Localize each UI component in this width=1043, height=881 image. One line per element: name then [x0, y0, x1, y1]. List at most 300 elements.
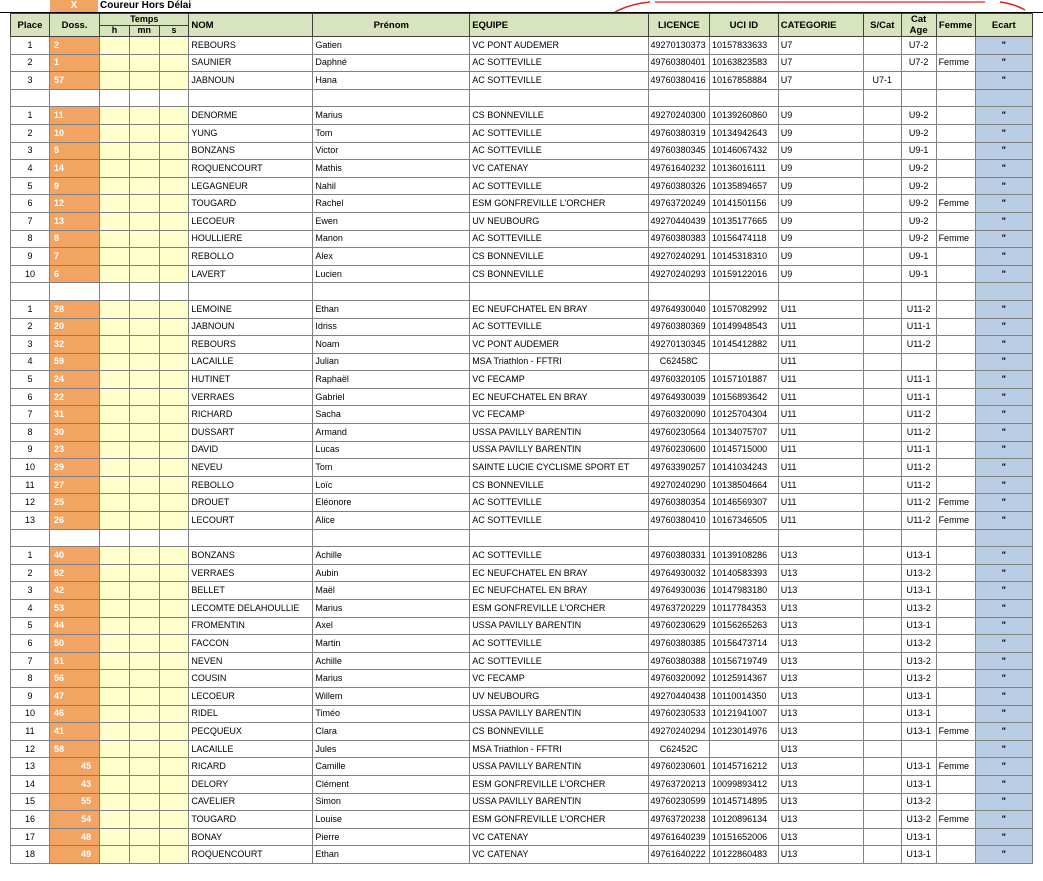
- cell-femme: [936, 476, 975, 494]
- cell-categorie: U13: [778, 670, 863, 688]
- cell-licence: 49761640222: [648, 846, 710, 864]
- cell-ecart: ": [975, 142, 1033, 160]
- cell-time-mn: [129, 723, 159, 741]
- cell-equipe: VC FECAMP: [470, 406, 648, 424]
- cell-place: 4: [11, 353, 50, 371]
- cell-time-mn: [129, 512, 159, 530]
- cell-scat: [863, 758, 901, 776]
- cell-catage: U13-1: [901, 547, 936, 565]
- cell-time-s: [159, 388, 189, 406]
- cell-time-h: [100, 441, 130, 459]
- cell-scat: [863, 564, 901, 582]
- cell-uci: 10120896134: [710, 811, 779, 829]
- group-separator-row: [11, 283, 1033, 301]
- separator-cell: [100, 89, 130, 107]
- cell-uci: 10149948543: [710, 318, 779, 336]
- cell-categorie: U11: [778, 388, 863, 406]
- cell-equipe: VC CATENAY: [470, 828, 648, 846]
- separator-cell: [129, 283, 159, 301]
- cell-time-mn: [129, 670, 159, 688]
- cell-ecart: ": [975, 652, 1033, 670]
- cell-doss: 50: [49, 635, 99, 653]
- cell-place: 6: [11, 195, 50, 213]
- cell-place: 8: [11, 424, 50, 442]
- cell-prenom: Tom: [313, 459, 470, 477]
- cell-time-s: [159, 828, 189, 846]
- cell-femme: [936, 635, 975, 653]
- cell-equipe: VC PONT AUDEMER: [470, 336, 648, 354]
- cell-scat: [863, 600, 901, 618]
- cell-prenom: Loïc: [313, 476, 470, 494]
- cell-catage: U13-1: [901, 617, 936, 635]
- cell-time-s: [159, 177, 189, 195]
- cell-catage: U11-2: [901, 336, 936, 354]
- cell-time-h: [100, 828, 130, 846]
- cell-doss: 10: [49, 124, 99, 142]
- cell-scat: [863, 705, 901, 723]
- cell-ecart: ": [975, 265, 1033, 283]
- cell-time-h: [100, 652, 130, 670]
- cell-time-h: [100, 670, 130, 688]
- legend-bar: [0, 0, 1043, 13]
- cell-uci: 10157833633: [710, 37, 779, 55]
- cell-ecart: ": [975, 635, 1033, 653]
- cell-place: 11: [11, 476, 50, 494]
- cell-categorie: U13: [778, 635, 863, 653]
- table-row: [11, 371, 1033, 389]
- separator-cell: [778, 283, 863, 301]
- cell-scat: [863, 547, 901, 565]
- cell-catage: U13-1: [901, 687, 936, 705]
- cell-licence: 49270240294: [648, 723, 710, 741]
- cell-prenom: Marius: [313, 670, 470, 688]
- cell-catage: U9-1: [901, 265, 936, 283]
- cell-licence: 49760380385: [648, 635, 710, 653]
- cell-uci: 10134075707: [710, 424, 779, 442]
- cell-catage: U9-1: [901, 142, 936, 160]
- cell-uci: 10167346505: [710, 512, 779, 530]
- cell-ecart: ": [975, 371, 1033, 389]
- cell-categorie: U13: [778, 600, 863, 618]
- cell-nom: BONZANS: [189, 142, 313, 160]
- cell-catage: U9-1: [901, 248, 936, 266]
- cell-place: 12: [11, 740, 50, 758]
- table-row: [11, 793, 1033, 811]
- cell-nom: PECQUEUX: [189, 723, 313, 741]
- cell-place: 3: [11, 582, 50, 600]
- cell-prenom: Gabriel: [313, 388, 470, 406]
- cell-equipe: CS BONNEVILLE: [470, 476, 648, 494]
- cell-time-h: [100, 107, 130, 125]
- cell-ecart: ": [975, 37, 1033, 55]
- cell-nom: REBOLLO: [189, 248, 313, 266]
- cell-time-h: [100, 318, 130, 336]
- cell-femme: [936, 265, 975, 283]
- cell-equipe: AC SOTTEVILLE: [470, 177, 648, 195]
- cell-equipe: EC NEUFCHATEL EN BRAY: [470, 300, 648, 318]
- cell-catage: U13-2: [901, 564, 936, 582]
- cell-place: 6: [11, 388, 50, 406]
- separator-cell: [159, 283, 189, 301]
- cell-time-s: [159, 846, 189, 864]
- cell-prenom: Marius: [313, 107, 470, 125]
- cell-time-mn: [129, 459, 159, 477]
- cell-time-s: [159, 265, 189, 283]
- table-row: [11, 195, 1033, 213]
- cell-categorie: U11: [778, 512, 863, 530]
- cell-licence: 49760380326: [648, 177, 710, 195]
- cell-scat: [863, 828, 901, 846]
- table-row: [11, 828, 1033, 846]
- cell-uci: 10163823583: [710, 54, 779, 72]
- cell-prenom: Timéo: [313, 705, 470, 723]
- cell-ecart: ": [975, 582, 1033, 600]
- cell-licence: 49760230564: [648, 424, 710, 442]
- cell-licence: 49764930036: [648, 582, 710, 600]
- cell-categorie: U11: [778, 406, 863, 424]
- cell-femme: [936, 388, 975, 406]
- legend-marker: X: [50, 0, 98, 12]
- cell-doss: 48: [49, 828, 99, 846]
- table-row: [11, 248, 1033, 266]
- separator-cell: [936, 283, 975, 301]
- cell-nom: LECOURT: [189, 512, 313, 530]
- cell-licence: 49760230533: [648, 705, 710, 723]
- cell-time-mn: [129, 740, 159, 758]
- cell-time-h: [100, 300, 130, 318]
- cell-time-s: [159, 740, 189, 758]
- cell-time-h: [100, 230, 130, 248]
- cell-doss: 6: [49, 265, 99, 283]
- cell-prenom: Jules: [313, 740, 470, 758]
- cell-catage: U11-1: [901, 388, 936, 406]
- cell-ecart: ": [975, 160, 1033, 178]
- cell-prenom: Louise: [313, 811, 470, 829]
- separator-cell: [159, 529, 189, 547]
- cell-catage: [901, 353, 936, 371]
- cell-equipe: VC PONT AUDEMER: [470, 37, 648, 55]
- cell-time-h: [100, 124, 130, 142]
- cell-prenom: Camille: [313, 758, 470, 776]
- table-row: [11, 406, 1033, 424]
- cell-time-mn: [129, 424, 159, 442]
- cell-femme: [936, 687, 975, 705]
- cell-uci: 10139108286: [710, 547, 779, 565]
- cell-ecart: ": [975, 388, 1033, 406]
- cell-doss: 5: [49, 142, 99, 160]
- table-row: [11, 811, 1033, 829]
- table-row: [11, 160, 1033, 178]
- cell-equipe: USSA PAVILLY BARENTIN: [470, 441, 648, 459]
- cell-nom: BONZANS: [189, 547, 313, 565]
- cell-femme: [936, 318, 975, 336]
- cell-time-h: [100, 494, 130, 512]
- cell-licence: 49760230601: [648, 758, 710, 776]
- cell-place: 18: [11, 846, 50, 864]
- cell-categorie: U9: [778, 160, 863, 178]
- cell-nom: SAUNIER: [189, 54, 313, 72]
- cell-scat: [863, 248, 901, 266]
- cell-ecart: ": [975, 459, 1033, 477]
- separator-cell: [863, 529, 901, 547]
- cell-femme: [936, 107, 975, 125]
- cell-categorie: U9: [778, 142, 863, 160]
- cell-femme: [936, 37, 975, 55]
- cell-femme: [936, 441, 975, 459]
- cell-categorie: U13: [778, 652, 863, 670]
- cell-prenom: Ethan: [313, 846, 470, 864]
- cell-ecart: ": [975, 177, 1033, 195]
- cell-time-mn: [129, 705, 159, 723]
- cell-doss: 14: [49, 160, 99, 178]
- cell-femme: Femme: [936, 230, 975, 248]
- cell-uci: 10156719749: [710, 652, 779, 670]
- cell-time-s: [159, 212, 189, 230]
- cell-licence: 49760380416: [648, 72, 710, 90]
- table-row: [11, 705, 1033, 723]
- cell-equipe: USSA PAVILLY BARENTIN: [470, 705, 648, 723]
- cell-time-mn: [129, 318, 159, 336]
- cell-catage: U13-2: [901, 635, 936, 653]
- cell-prenom: Manon: [313, 230, 470, 248]
- cell-nom: FROMENTIN: [189, 617, 313, 635]
- cell-scat: [863, 107, 901, 125]
- cell-equipe: AC SOTTEVILLE: [470, 494, 648, 512]
- results-table: [10, 13, 1033, 864]
- table-row: [11, 37, 1033, 55]
- cell-time-h: [100, 142, 130, 160]
- cell-uci: 10123014976: [710, 723, 779, 741]
- table-row: [11, 846, 1033, 864]
- cell-nom: LACAILLE: [189, 353, 313, 371]
- cell-doss: 42: [49, 582, 99, 600]
- cell-place: 7: [11, 406, 50, 424]
- cell-ecart: ": [975, 476, 1033, 494]
- cell-time-s: [159, 142, 189, 160]
- cell-femme: [936, 582, 975, 600]
- cell-place: 11: [11, 723, 50, 741]
- cell-uci: 10156265263: [710, 617, 779, 635]
- table-row: [11, 300, 1033, 318]
- header-mn: mn: [129, 25, 159, 37]
- cell-uci: 10159122016: [710, 265, 779, 283]
- cell-scat: [863, 723, 901, 741]
- cell-time-mn: [129, 248, 159, 266]
- cell-doss: 41: [49, 723, 99, 741]
- cell-time-h: [100, 512, 130, 530]
- cell-uci: 10099893412: [710, 775, 779, 793]
- cell-nom: JABNOUN: [189, 318, 313, 336]
- separator-cell: [49, 529, 99, 547]
- cell-nom: LECOMTE DELAHOULLIE: [189, 600, 313, 618]
- cell-time-mn: [129, 775, 159, 793]
- cell-prenom: Willem: [313, 687, 470, 705]
- cell-catage: U11-2: [901, 406, 936, 424]
- cell-time-mn: [129, 441, 159, 459]
- cell-ecart: ": [975, 54, 1033, 72]
- cell-categorie: U13: [778, 828, 863, 846]
- cell-scat: [863, 195, 901, 213]
- cell-scat: [863, 424, 901, 442]
- cell-scat: [863, 670, 901, 688]
- table-row: [11, 652, 1033, 670]
- cell-uci: 10125704304: [710, 406, 779, 424]
- cell-scat: [863, 652, 901, 670]
- cell-time-s: [159, 441, 189, 459]
- cell-ecart: ": [975, 670, 1033, 688]
- cell-time-mn: [129, 564, 159, 582]
- cell-time-s: [159, 406, 189, 424]
- cell-nom: ROQUENCOURT: [189, 160, 313, 178]
- cell-time-mn: [129, 230, 159, 248]
- cell-equipe: VC CATENAY: [470, 160, 648, 178]
- cell-femme: [936, 124, 975, 142]
- cell-equipe: EC NEUFCHATEL EN BRAY: [470, 564, 648, 582]
- cell-doss: 12: [49, 195, 99, 213]
- cell-time-s: [159, 124, 189, 142]
- cell-prenom: Gatien: [313, 37, 470, 55]
- group-separator-row: [11, 89, 1033, 107]
- cell-scat: [863, 406, 901, 424]
- cell-doss: 45: [49, 758, 99, 776]
- cell-equipe: ESM GONFREVILLE L'ORCHER: [470, 600, 648, 618]
- cell-time-h: [100, 54, 130, 72]
- cell-time-s: [159, 617, 189, 635]
- table-row: [11, 758, 1033, 776]
- cell-categorie: U7: [778, 54, 863, 72]
- cell-ecart: ": [975, 441, 1033, 459]
- cell-time-mn: [129, 160, 159, 178]
- cell-place: 13: [11, 512, 50, 530]
- cell-time-s: [159, 635, 189, 653]
- table-row: [11, 617, 1033, 635]
- cell-scat: [863, 124, 901, 142]
- cell-time-mn: [129, 72, 159, 90]
- cell-place: 13: [11, 758, 50, 776]
- cell-time-mn: [129, 600, 159, 618]
- cell-time-mn: [129, 828, 159, 846]
- cell-uci: 10157082992: [710, 300, 779, 318]
- cell-nom: ROQUENCOURT: [189, 846, 313, 864]
- cell-nom: LAVERT: [189, 265, 313, 283]
- cell-uci: 10145716212: [710, 758, 779, 776]
- cell-categorie: U13: [778, 617, 863, 635]
- header-scat: S/Cat: [863, 14, 901, 37]
- cell-licence: 49760320092: [648, 670, 710, 688]
- cell-licence: 49760380354: [648, 494, 710, 512]
- cell-time-h: [100, 406, 130, 424]
- cell-scat: [863, 142, 901, 160]
- separator-cell: [189, 529, 313, 547]
- cell-time-h: [100, 635, 130, 653]
- separator-cell: [313, 89, 470, 107]
- table-row: [11, 512, 1033, 530]
- cell-nom: COUSIN: [189, 670, 313, 688]
- cell-femme: Femme: [936, 195, 975, 213]
- cell-uci: 10145715000: [710, 441, 779, 459]
- cell-uci: 10151652006: [710, 828, 779, 846]
- cell-prenom: Clara: [313, 723, 470, 741]
- cell-prenom: Ethan: [313, 300, 470, 318]
- cell-nom: LACAILLE: [189, 740, 313, 758]
- cell-equipe: VC FECAMP: [470, 371, 648, 389]
- cell-place: 2: [11, 564, 50, 582]
- cell-time-s: [159, 336, 189, 354]
- cell-time-s: [159, 353, 189, 371]
- cell-doss: 9: [49, 177, 99, 195]
- cell-doss: 30: [49, 424, 99, 442]
- cell-equipe: ESM GONFREVILLE L'ORCHER: [470, 811, 648, 829]
- cell-licence: C62458C: [648, 353, 710, 371]
- cell-catage: U9-2: [901, 107, 936, 125]
- cell-femme: [936, 775, 975, 793]
- cell-place: 3: [11, 72, 50, 90]
- cell-femme: [936, 336, 975, 354]
- header-nom: NOM: [189, 14, 313, 37]
- cell-femme: [936, 564, 975, 582]
- cell-time-h: [100, 424, 130, 442]
- cell-scat: [863, 177, 901, 195]
- cell-licence: 49760380388: [648, 652, 710, 670]
- cell-uci: 10146569307: [710, 494, 779, 512]
- cell-uci: 10135177665: [710, 212, 779, 230]
- cell-time-s: [159, 371, 189, 389]
- cell-categorie: U13: [778, 740, 863, 758]
- cell-time-s: [159, 476, 189, 494]
- cell-place: 1: [11, 107, 50, 125]
- cell-femme: Femme: [936, 494, 975, 512]
- cell-equipe: AC SOTTEVILLE: [470, 142, 648, 160]
- cell-licence: 49270240290: [648, 476, 710, 494]
- cell-catage: U11-2: [901, 476, 936, 494]
- cell-uci: 10125914367: [710, 670, 779, 688]
- table-row: [11, 476, 1033, 494]
- cell-equipe: CS BONNEVILLE: [470, 107, 648, 125]
- cell-time-mn: [129, 37, 159, 55]
- cell-time-mn: [129, 617, 159, 635]
- table-row: [11, 582, 1033, 600]
- separator-cell: [313, 283, 470, 301]
- cell-licence: 49763720213: [648, 775, 710, 793]
- table-row: [11, 459, 1033, 477]
- cell-catage: U13-1: [901, 582, 936, 600]
- cell-licence: 49760380369: [648, 318, 710, 336]
- header-prenom: Prénom: [313, 14, 470, 37]
- cell-time-mn: [129, 846, 159, 864]
- cell-equipe: USSA PAVILLY BARENTIN: [470, 424, 648, 442]
- cell-uci: 10146067432: [710, 142, 779, 160]
- cell-ecart: ": [975, 793, 1033, 811]
- cell-nom: NEVEU: [189, 459, 313, 477]
- cell-ecart: ": [975, 811, 1033, 829]
- cell-time-mn: [129, 687, 159, 705]
- cell-scat: [863, 160, 901, 178]
- table-row: [11, 441, 1033, 459]
- cell-ecart: ": [975, 740, 1033, 758]
- cell-time-s: [159, 318, 189, 336]
- cell-catage: U13-1: [901, 705, 936, 723]
- cell-catage: U9-2: [901, 212, 936, 230]
- cell-femme: [936, 547, 975, 565]
- cell-equipe: AC SOTTEVILLE: [470, 635, 648, 653]
- cell-nom: TOUGARD: [189, 195, 313, 213]
- cell-time-h: [100, 195, 130, 213]
- cell-prenom: Julian: [313, 353, 470, 371]
- cell-doss: 51: [49, 652, 99, 670]
- cell-doss: 2: [49, 37, 99, 55]
- cell-femme: [936, 160, 975, 178]
- cell-doss: 46: [49, 705, 99, 723]
